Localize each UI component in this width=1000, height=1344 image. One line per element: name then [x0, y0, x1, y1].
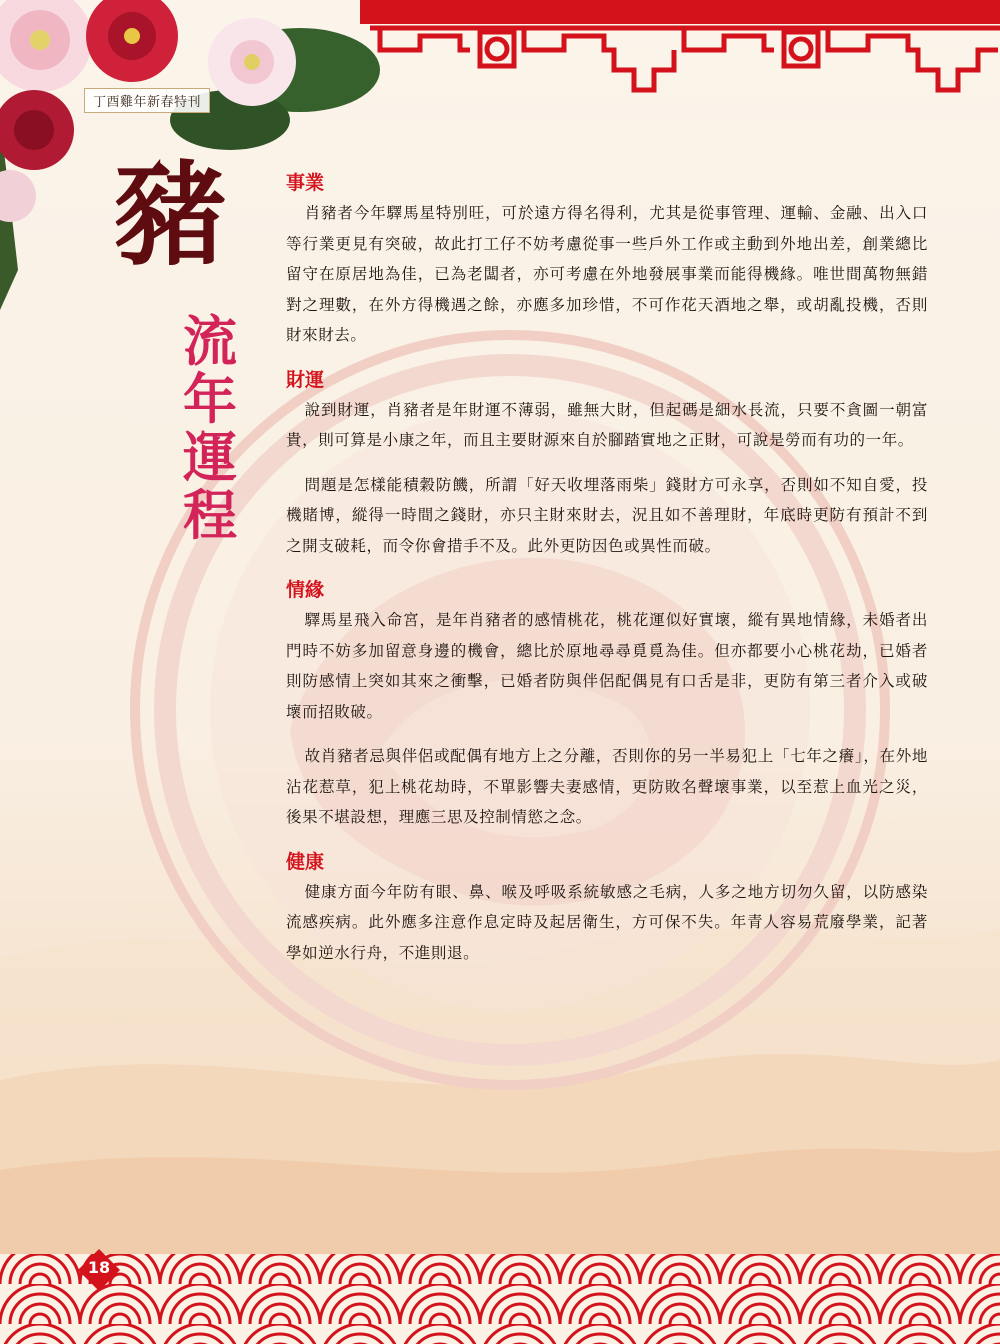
side-title-char: 流 — [183, 309, 237, 373]
section-heading: 情緣 — [286, 579, 325, 601]
page-number: 18 — [87, 1258, 111, 1277]
article-content — [286, 170, 928, 984]
side-title — [178, 309, 242, 547]
paragraph: 故肖豬者忌與伴侶或配偶有地方上之分離，否則你的另一半易犯上「七年之癢」，在外地沾花惹草，犯上桃花劫時，不單影響夫妻感情，更防敗名聲壞事業，以至惹上血光之災，後果不堪設想，理應三思及控制情慾之念。 — [286, 747, 928, 826]
zodiac-character: 豬 — [114, 150, 226, 281]
lattice-border — [370, 20, 1000, 100]
section-romance — [286, 577, 928, 833]
paragraph: 肖豬者今年驛馬星特別旺，可於遠方得名得利，尤其是從事管理、運輸、金融、出入口等行業更見有突破，故此打工仔不妨考慮從事一些戶外工作或主動到外地出差，創業總比留守在原居地為佳，已為老闆者，亦可考慮在外地發展事業而能得機緣。唯世間萬物無錯對之理數，在外方得機遇之餘，亦應多加珍惜，不可作花天酒地之舉，或胡亂投機，否則財來財去。 — [286, 204, 928, 344]
section-career — [286, 170, 928, 351]
side-title-char: 年 — [183, 367, 237, 431]
side-title-char: 程 — [183, 483, 237, 547]
issue-label: 丁酉雞年新春特刊 — [84, 88, 210, 113]
section-wealth — [286, 367, 928, 562]
section-heading: 事業 — [286, 172, 325, 194]
paragraph: 問題是怎樣能積穀防饑，所謂「好天收埋落雨柴」錢財方可永享，否則如不知自愛，投機賭博，縱得一時間之錢財，亦只主財來財去，況且如不善理財，年底時更防有預計不到之開支破耗，而令你會措手不及。此外更防因色或異性而破。 — [286, 475, 928, 555]
paragraph: 健康方面今年防有眼、鼻、喉及呼吸系統敏感之毛病，人多之地方切勿久留，以防感染流感疾病。此外應多注意作息定時及起居衛生，方可保不失。年青人容易荒廢學業，記著學如逆水行舟，不進則退。 — [286, 882, 928, 962]
paragraph: 驛馬星飛入命宮，是年肖豬者的感情桃花，桃花運似好實壞，縱有異地情緣，未婚者出門時不妨多加留意身邊的機會，總比於原地尋尋覓覓為佳。但亦都要小心桃花劫，已婚者則防感情上突如其來之衝擊，已婚者防與伴侶配偶見有口舌是非，更防有第三者介入或破壞而招敗破。 — [286, 611, 928, 721]
wave-pattern-border — [0, 1244, 1000, 1344]
section-heading: 財運 — [286, 368, 325, 391]
side-title-char: 運 — [183, 425, 237, 489]
section-health — [286, 849, 928, 969]
paragraph: 說到財運，肖豬者是年財運不薄弱，雖無大財，但起碼是細水長流，只要不貪圖一朝富貴，則可算是小康之年，而且主要財源來自於腳踏實地之正財，可說是勞而有功的一年。 — [286, 400, 928, 449]
section-heading: 健康 — [286, 850, 325, 873]
